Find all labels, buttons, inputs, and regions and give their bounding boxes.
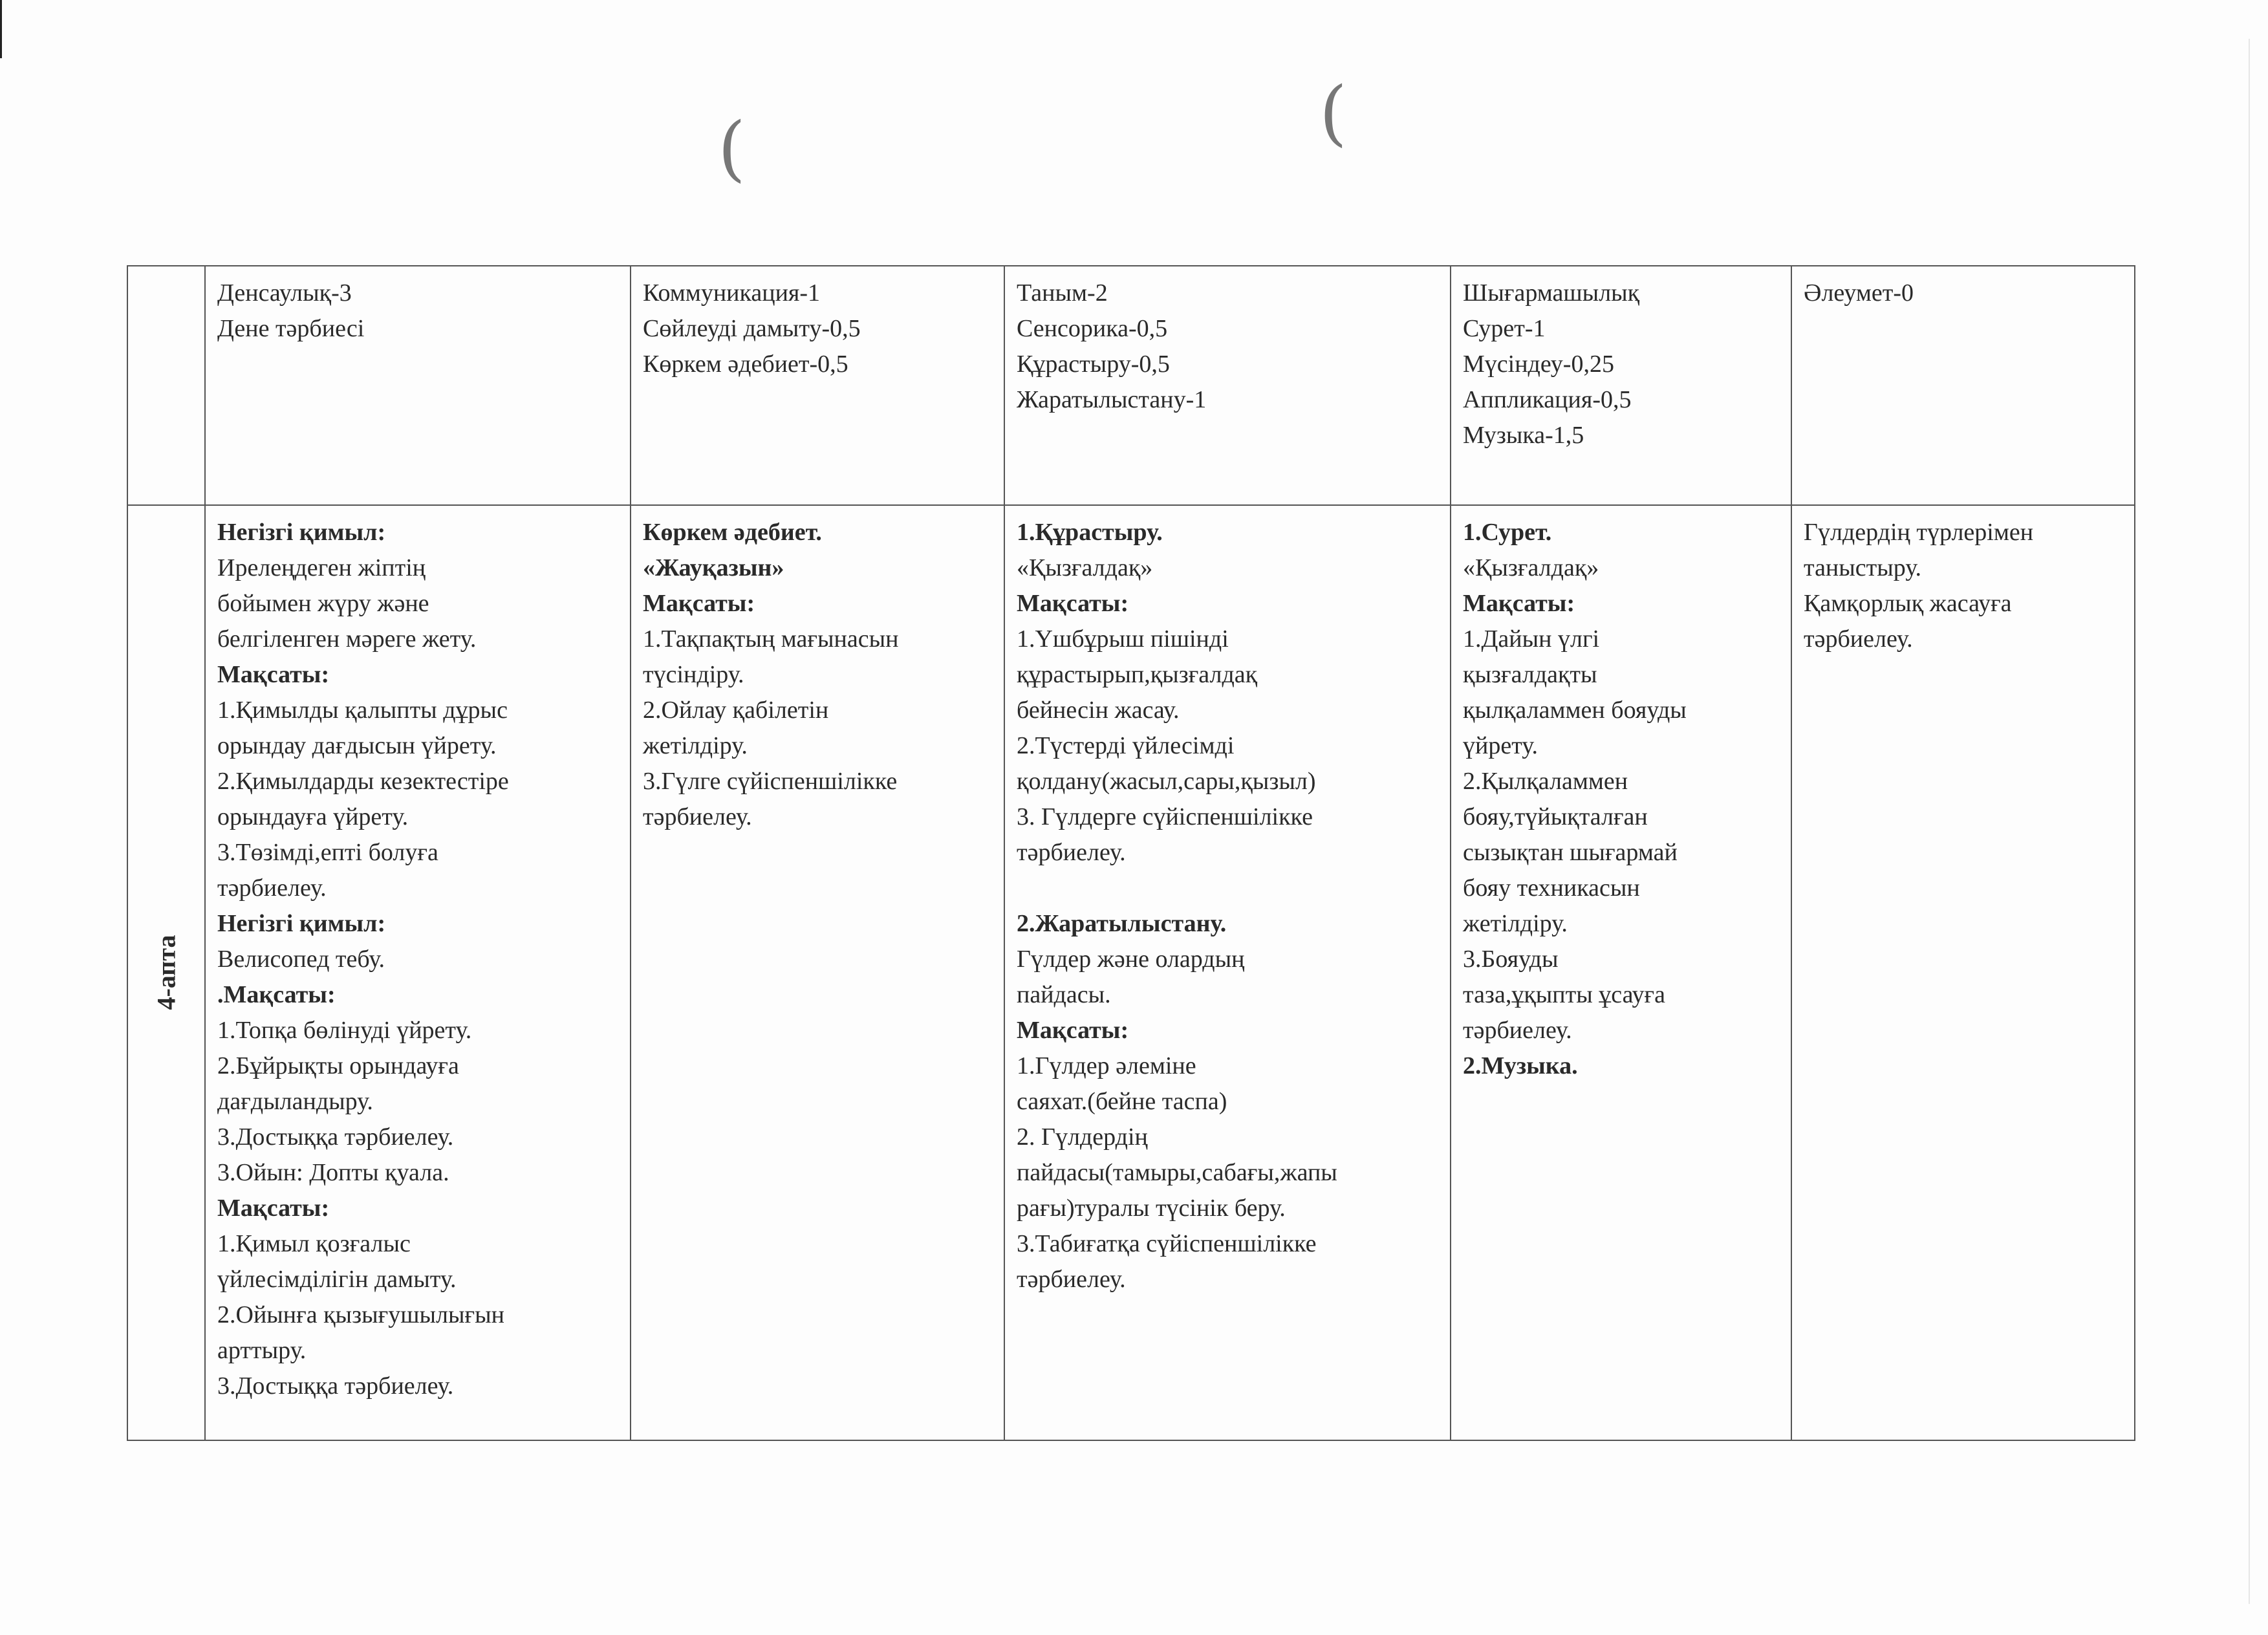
header-line: Көркем әдебиет-0,5 bbox=[643, 351, 848, 378]
header-line: Шығармашылық bbox=[1463, 279, 1640, 307]
content-line: 1.Гүлдер әлеміне bbox=[1017, 1052, 1196, 1079]
content-line: Велисопед тебу. bbox=[217, 946, 385, 973]
content-cell-health bbox=[205, 505, 631, 1440]
week-content-row bbox=[127, 505, 2135, 1440]
content-line: бояу техникасын bbox=[1463, 874, 1640, 902]
content-line: 3.Ойын: Допты қуала. bbox=[217, 1159, 449, 1186]
header-line: Таным-2 bbox=[1017, 279, 1108, 307]
section-heading: Мақсаты: bbox=[1017, 1017, 1129, 1044]
scan-edge-line bbox=[0, 0, 2, 58]
content-line: 1.Үшбұрыш пішінді bbox=[1017, 625, 1229, 653]
content-line: 1.Қимыл қозғалыс bbox=[217, 1230, 411, 1257]
content-line: үйрету. bbox=[1463, 732, 1539, 759]
content-line: құрастырып,қызғалдақ bbox=[1017, 661, 1258, 688]
section-heading: Көркем әдебиет. bbox=[643, 519, 822, 546]
content-line: 3.Гүлге сүйіспеншілікке bbox=[643, 768, 898, 795]
section-heading: Мақсаты: bbox=[1017, 590, 1129, 617]
section-heading: Негізгі қимыл: bbox=[217, 519, 386, 546]
section-heading: Мақсаты: bbox=[1463, 590, 1575, 617]
content-line: белгіленген мәреге жету. bbox=[217, 625, 477, 653]
header-line: Жаратылыстану-1 bbox=[1017, 386, 1207, 413]
content-line: бояу,түйықталған bbox=[1463, 803, 1648, 830]
content-line: рағы)туралы түсінік беру. bbox=[1017, 1195, 1286, 1222]
header-line: Дене тәрбиесі bbox=[217, 315, 365, 342]
header-line: Сурет-1 bbox=[1463, 315, 1546, 342]
header-line: Мүсіндеу-0,25 bbox=[1463, 351, 1614, 378]
header-cell-communication bbox=[631, 266, 1004, 505]
content-cell-literature bbox=[631, 505, 1004, 1440]
content-line: үйлесімділігін дамыту. bbox=[217, 1266, 457, 1293]
content-line: қолдану(жасыл,сары,қызыл) bbox=[1017, 768, 1316, 795]
week-label-cell bbox=[127, 505, 205, 1440]
content-line: жетілдіру. bbox=[643, 732, 748, 759]
content-line: пайдасы. bbox=[1017, 981, 1111, 1008]
content-line: 3. Гүлдерге сүйіспеншілікке bbox=[1017, 803, 1313, 830]
header-line: Сенсорика-0,5 bbox=[1017, 315, 1168, 342]
content-line: 1.Дайын үлгі bbox=[1463, 625, 1600, 653]
section-heading: Негізгі қимыл: bbox=[217, 910, 386, 937]
weekly-plan-table bbox=[127, 265, 2135, 1441]
section-heading: Мақсаты: bbox=[217, 661, 330, 688]
content-line: дағдыландыру. bbox=[217, 1088, 373, 1115]
header-line: Құрастыру-0,5 bbox=[1017, 351, 1170, 378]
content-line: таза,ұқыпты ұсауға bbox=[1463, 981, 1665, 1008]
content-line: саяхат.(бейне таспа) bbox=[1017, 1088, 1227, 1115]
content-line: тәрбиелеу. bbox=[1804, 625, 1913, 653]
content-line: 3.Бояуды bbox=[1463, 946, 1559, 973]
content-line: 2.Ойынға қызығушылығын bbox=[217, 1301, 504, 1328]
content-line: тәрбиелеу. bbox=[1463, 1017, 1572, 1044]
content-line: 3.Достыққа тәрбиелеу. bbox=[217, 1123, 454, 1151]
content-line: таныстыру. bbox=[1804, 554, 1922, 581]
content-line: жетілдіру. bbox=[1463, 910, 1568, 937]
section-heading: Мақсаты: bbox=[643, 590, 755, 617]
header-line: Коммуникация-1 bbox=[643, 279, 821, 307]
content-line: Қамқорлық жасауға bbox=[1804, 590, 2012, 617]
section-heading: 1.Құрастыру. bbox=[1017, 519, 1163, 546]
header-line: Әлеумет-0 bbox=[1804, 279, 1914, 307]
header-line: Денсаулық-3 bbox=[217, 279, 352, 307]
content-line: бойымен жүру және bbox=[217, 590, 429, 617]
content-cell-social bbox=[1791, 505, 2135, 1440]
content-line: орындауға үйрету. bbox=[217, 803, 409, 830]
content-cell-cognition bbox=[1004, 505, 1451, 1440]
content-line: 3.Төзімді,епті болуға bbox=[217, 839, 438, 866]
header-cell-health bbox=[205, 266, 631, 505]
page-edge bbox=[2249, 39, 2250, 1604]
header-line: Музыка-1,5 bbox=[1463, 422, 1584, 449]
content-line: «Қызғалдақ» bbox=[1463, 554, 1599, 581]
content-cell-creativity bbox=[1451, 505, 1791, 1440]
content-line: түсіндіру. bbox=[643, 661, 744, 688]
section-heading: 2.Жаратылыстану. bbox=[1017, 910, 1227, 937]
content-line: пайдасы(тамыры,сабағы,жапы bbox=[1017, 1159, 1337, 1186]
content-line: 1.Топқа бөлінуді үйрету. bbox=[217, 1017, 472, 1044]
content-line: 3.Достыққа тәрбиелеу. bbox=[217, 1372, 454, 1400]
section-heading: .Мақсаты: bbox=[217, 981, 336, 1008]
line-gap bbox=[1017, 871, 1438, 906]
content-line: бейнесін жасау. bbox=[1017, 697, 1180, 724]
content-line: тәрбиелеу. bbox=[217, 874, 327, 902]
content-line: қызғалдақты bbox=[1463, 661, 1597, 688]
content-line: орындау дағдысын үйрету. bbox=[217, 732, 497, 759]
content-line: «Қызғалдақ» bbox=[1017, 554, 1153, 581]
content-line: 2.Қимылдарды кезектестіре bbox=[217, 768, 509, 795]
content-line: 2.Бұйрықты орындауға bbox=[217, 1052, 459, 1079]
header-line: Аппликация-0,5 bbox=[1463, 386, 1632, 413]
header-line: Сөйлеуді дамыту-0,5 bbox=[643, 315, 861, 342]
header-cell-social bbox=[1791, 266, 2135, 505]
content-line: сызықтан шығармай bbox=[1463, 839, 1678, 866]
scan-mark: ( bbox=[718, 107, 746, 189]
table-header-row bbox=[127, 266, 2135, 505]
content-line: 2. Гүлдердің bbox=[1017, 1123, 1148, 1151]
content-line: 1.Қимылды қалыпты дұрыс bbox=[217, 697, 508, 724]
week-header-cell bbox=[127, 266, 205, 505]
section-heading: «Жауқазын» bbox=[643, 554, 784, 581]
content-line: Гүлдер және олардың bbox=[1017, 946, 1245, 973]
content-line: 2.Қылқаламмен bbox=[1463, 768, 1628, 795]
content-line: 2.Түстерді үйлесімді bbox=[1017, 732, 1235, 759]
content-line: арттыру. bbox=[217, 1337, 307, 1364]
section-heading: 1.Сурет. bbox=[1463, 519, 1552, 546]
content-line: тәрбиелеу. bbox=[1017, 1266, 1126, 1293]
content-line: тәрбиелеу. bbox=[643, 803, 752, 830]
content-line: Ирелеңдеген жіптің bbox=[217, 554, 426, 581]
scan-mark: ( bbox=[1319, 71, 1347, 154]
header-cell-creativity bbox=[1451, 266, 1791, 505]
content-line: тәрбиелеу. bbox=[1017, 839, 1126, 866]
content-line: қылқаламмен бояуды bbox=[1463, 697, 1687, 724]
content-line: 3.Табиғатқа сүйіспеншілікке bbox=[1017, 1230, 1317, 1257]
header-cell-cognition bbox=[1004, 266, 1451, 505]
content-line: Гүлдердің түрлерімен bbox=[1804, 519, 2034, 546]
section-heading: Мақсаты: bbox=[217, 1195, 330, 1222]
section-heading: 2.Музыка. bbox=[1463, 1052, 1578, 1079]
content-line: 2.Ойлау қабілетін bbox=[643, 697, 829, 724]
content-line: 1.Тақпақтың мағынасын bbox=[643, 625, 899, 653]
week-label: 4-апта bbox=[151, 935, 181, 1010]
